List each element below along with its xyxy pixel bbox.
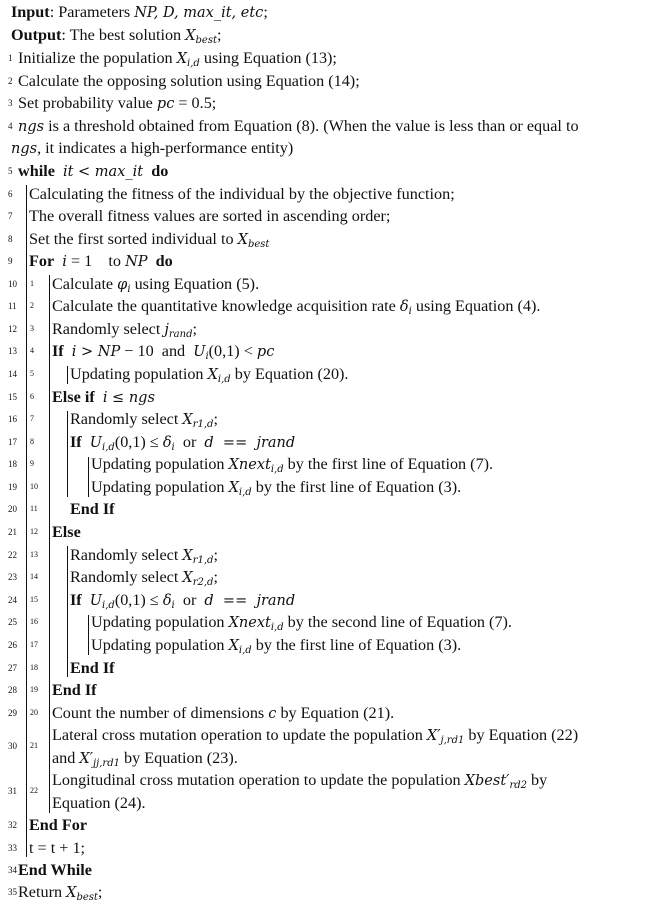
- line-number: 9: [8, 256, 13, 266]
- text-fragment: X′: [426, 728, 441, 744]
- algo-line-10: [52, 273, 259, 295]
- keyword: do: [155, 252, 173, 270]
- sub-line-number: 7: [30, 414, 34, 423]
- algo-line-13: [52, 340, 274, 362]
- keyword: If: [52, 342, 64, 360]
- line-number: 14: [8, 369, 17, 379]
- text-fragment: by the first line of Equation (3).: [251, 478, 462, 496]
- text-fragment: δ: [399, 299, 409, 315]
- input-line: [11, 1, 268, 23]
- math-subscript: i: [408, 306, 412, 317]
- algo-line-5: [18, 160, 168, 182]
- text-fragment: by the first line of Equation (3).: [251, 636, 462, 654]
- line-number: 27: [8, 663, 17, 673]
- text-fragment: (0,1) ≤: [114, 433, 163, 451]
- math-subscript: j,rd1: [440, 735, 465, 746]
- algo-line-22: [70, 544, 218, 566]
- line-number: 18: [8, 459, 17, 469]
- math-subscript: rand: [168, 329, 193, 340]
- text-fragment: X: [66, 885, 77, 901]
- input-label: Input: [11, 3, 50, 21]
- math-expression: [182, 548, 213, 564]
- text-fragment: and: [52, 749, 80, 767]
- text-fragment: , it indicates a high-performance entity): [37, 139, 294, 157]
- else-if-block-bar: [67, 411, 68, 497]
- math-expression: pc: [156, 96, 175, 112]
- output-line: [11, 24, 222, 46]
- input-math: NP, D, max_it, etc: [134, 5, 264, 21]
- inner-if-block-bar: [88, 457, 89, 497]
- math-expression: [79, 751, 120, 767]
- algo-line-17: [70, 431, 295, 453]
- math-subscript: i,d: [238, 487, 252, 498]
- math-expression: [163, 593, 175, 609]
- text-fragment: X: [182, 548, 193, 564]
- math-expression: pc: [256, 344, 275, 360]
- text-fragment: by the first line of Equation (7).: [283, 455, 494, 473]
- text-fragment: Randomly select: [52, 320, 165, 338]
- text-fragment: Updating population: [91, 636, 229, 654]
- text-fragment: (0,1) <: [208, 342, 257, 360]
- algo-line-26: [91, 634, 461, 656]
- math-expression: [229, 615, 284, 631]
- math-expression: [163, 435, 175, 451]
- algo-line-30-cont: [52, 747, 238, 769]
- math-expression: c: [268, 706, 277, 722]
- sub-line-number: 2: [30, 301, 34, 310]
- text-fragment: Lateral cross mutation operation to update the population: [52, 726, 427, 744]
- line-number: 30: [8, 741, 17, 751]
- algo-line-35: [18, 881, 102, 903]
- sub-line-number: 8: [30, 437, 34, 446]
- text-fragment: ;: [97, 883, 103, 901]
- sub-line-number: 18: [30, 663, 38, 672]
- math-subscript: i: [127, 284, 131, 295]
- text-fragment: X: [228, 480, 239, 496]
- line-number: 29: [8, 708, 17, 718]
- text-fragment: by Equation (23).: [119, 749, 238, 767]
- text-fragment: U: [89, 435, 103, 451]
- else-block-bar: [67, 546, 68, 677]
- text-fragment: δ: [162, 593, 172, 609]
- keyword: while: [18, 162, 55, 180]
- text-fragment: Randomly select: [70, 410, 183, 428]
- math-subscript: jj,rd1: [93, 758, 120, 769]
- math-expression: [193, 344, 208, 360]
- math-expression: [66, 885, 98, 901]
- keyword: do: [151, 162, 169, 180]
- sub-line-number: 6: [30, 392, 34, 401]
- text-fragment: Updating population: [91, 478, 229, 496]
- text-fragment: ;: [213, 568, 218, 586]
- text-fragment: by the second line of Equation (7).: [283, 613, 512, 631]
- output-end: ;: [217, 26, 222, 44]
- algo-line-14: [70, 363, 348, 385]
- math-subscript: i: [171, 442, 175, 453]
- math-expression: jrand: [256, 593, 296, 609]
- text-fragment: by Equation (20).: [230, 365, 349, 383]
- algo-line-9: [29, 250, 173, 272]
- text-fragment: = 0.5;: [174, 94, 217, 112]
- math-expression: [90, 435, 115, 451]
- math-subscript: r2,d: [192, 577, 214, 588]
- algo-line-16: [70, 408, 218, 430]
- line-number: 22: [8, 550, 17, 560]
- text-fragment: Set the first sorted individual to: [29, 230, 238, 248]
- line-number: 12: [8, 324, 17, 334]
- algo-line-31-cont: Equation (24).: [52, 794, 146, 812]
- text-fragment: Updating population: [91, 455, 229, 473]
- math-expression: [465, 773, 527, 789]
- math-expression: [427, 728, 464, 744]
- algo-line-4-cont: [11, 137, 293, 159]
- math-expression: [182, 570, 213, 586]
- line-number: 32: [8, 820, 17, 830]
- line-number: 35: [8, 887, 17, 897]
- sub-line-number: 12: [30, 527, 38, 536]
- sub-line-number: 11: [30, 504, 38, 513]
- math-subscript: i,d: [217, 374, 231, 385]
- math-expression: [208, 367, 231, 383]
- text-fragment: Calculate: [52, 275, 118, 293]
- text-fragment: Xnext: [228, 615, 271, 631]
- line-number: 7: [8, 211, 13, 221]
- math-expression: i > NP: [71, 344, 121, 360]
- algo-line-34: End While: [18, 861, 92, 879]
- algo-line-29: [52, 702, 394, 724]
- text-fragment: U: [89, 593, 103, 609]
- line-number: 31: [8, 786, 17, 796]
- text-fragment: φ: [117, 277, 128, 293]
- text-fragment: using Equation (4).: [411, 297, 541, 315]
- algo-line-24: [70, 589, 295, 611]
- math-subscript: i,d: [102, 600, 115, 611]
- text-fragment: Xbest′: [464, 773, 510, 789]
- sub-line-number: 10: [30, 482, 38, 491]
- line-number: 8: [8, 234, 13, 244]
- math-expression: i ≤ ngs: [102, 390, 155, 406]
- text-fragment: ;: [213, 546, 218, 564]
- line-number: 16: [8, 414, 17, 424]
- text-fragment: X′: [79, 751, 94, 767]
- sub-line-number: 15: [30, 595, 38, 604]
- line-number: 24: [8, 595, 17, 605]
- algo-line-28: End If: [52, 681, 97, 699]
- text-fragment: X: [207, 367, 218, 383]
- sub-line-number: 13: [30, 550, 38, 559]
- algo-line-3: [18, 92, 216, 114]
- text-fragment: − 10 and: [120, 342, 194, 360]
- math-expression: jrand: [256, 435, 296, 451]
- math-expression: ngs: [11, 141, 38, 157]
- algo-line-30: [52, 724, 578, 746]
- math-expression: [229, 457, 284, 473]
- math-subscript: i,d: [187, 58, 200, 69]
- text-fragment: Xnext: [228, 457, 271, 473]
- algo-line-7: The overall fitness values are sorted in ascending order;: [29, 207, 391, 225]
- line-number: 6: [8, 189, 13, 199]
- algo-line-23: [70, 566, 218, 588]
- math-expression: i: [62, 254, 67, 270]
- text-fragment: by Equation (22): [464, 726, 579, 744]
- algo-line-32: End For: [29, 816, 88, 834]
- line-number: 17: [8, 437, 17, 447]
- line-number: 25: [8, 617, 17, 627]
- algo-line-15: [52, 386, 155, 408]
- line-number: 26: [8, 640, 17, 650]
- text-fragment: ;: [192, 320, 197, 338]
- text-fragment: Return: [18, 883, 67, 901]
- text-fragment: X: [182, 570, 193, 586]
- line-number: 23: [8, 572, 17, 582]
- text-fragment: = 1 to: [66, 252, 126, 270]
- line-number: 20: [8, 504, 17, 514]
- algo-line-1: [18, 47, 337, 69]
- sub-line-number: 14: [30, 572, 38, 581]
- algo-line-27: End If: [70, 659, 115, 677]
- sub-line-number: 5: [30, 369, 34, 378]
- text-fragment: j: [164, 322, 169, 338]
- text-fragment: or: [174, 591, 205, 609]
- sub-line-number: 16: [30, 617, 38, 626]
- text-fragment: (0,1) ≤: [114, 591, 163, 609]
- algo-line-8: [29, 228, 269, 250]
- algo-line-21: Else: [52, 523, 81, 541]
- sub-line-number: 1: [30, 279, 34, 288]
- math-expression: [182, 412, 213, 428]
- math-subscript: r1,d: [192, 419, 214, 430]
- math-expression: d: [204, 593, 214, 609]
- math-subscript: i,d: [270, 622, 284, 633]
- line-number: 34: [8, 865, 17, 875]
- text-fragment: X: [182, 412, 193, 428]
- text-fragment: X: [237, 232, 248, 248]
- text-fragment: Set probability value: [18, 94, 157, 112]
- algo-line-2: Calculate the opposing solution using Equation (14);: [18, 72, 360, 90]
- math-expression: ngs: [18, 119, 45, 135]
- if-block-bar: [67, 366, 68, 384]
- text-fragment: or: [174, 433, 205, 451]
- math-expression: [164, 322, 192, 338]
- math-expression: ==: [213, 435, 257, 451]
- line-number: 1: [8, 53, 13, 63]
- math-expression: [90, 593, 115, 609]
- input-end: ;: [263, 3, 268, 21]
- text-fragment: Updating population: [70, 365, 208, 383]
- sub-line-number: 21: [30, 741, 38, 750]
- output-math: [185, 28, 217, 44]
- text-fragment: Randomly select: [70, 568, 183, 586]
- sub-line-number: 17: [30, 640, 38, 649]
- line-number: 3: [8, 98, 13, 108]
- text-fragment: X: [176, 51, 188, 67]
- algo-line-31: [52, 769, 547, 791]
- input-text: : Parameters: [49, 3, 135, 21]
- math-expression: [400, 299, 412, 315]
- sub-line-number: 22: [30, 786, 38, 795]
- sub-line-number: 19: [30, 685, 38, 694]
- output-text: : The best solution: [61, 26, 186, 44]
- math-subscript: i,d: [102, 442, 115, 453]
- sub-line-number: 3: [30, 324, 34, 333]
- text-fragment: Count the number of dimensions: [52, 704, 269, 722]
- math-expression: ==: [213, 593, 257, 609]
- math-subscript: i: [171, 600, 175, 611]
- text-fragment: X: [228, 638, 239, 654]
- line-number: 15: [8, 392, 17, 402]
- text-fragment: using Equation (5).: [130, 275, 260, 293]
- math-subscript: rd2: [509, 780, 527, 791]
- algo-line-4: [18, 115, 579, 137]
- algo-line-12: [52, 318, 197, 340]
- math-expression: [238, 232, 270, 248]
- text-fragment: Longitudinal cross mutation operation to update the population: [52, 771, 465, 789]
- line-number: 28: [8, 685, 17, 695]
- algo-line-18: [91, 453, 493, 475]
- text-fragment: ;: [213, 410, 218, 428]
- text-fragment: by Equation (21).: [276, 704, 395, 722]
- math-expression: it < max_it: [62, 164, 144, 180]
- math-subscript: r1,d: [192, 555, 214, 566]
- text-fragment: Calculate the quantitative knowledge acquisition rate: [52, 297, 400, 315]
- algo-line-19: [91, 476, 461, 498]
- algo-line-25: [91, 611, 512, 633]
- algo-line-6: Calculating the fitness of the individual by the objective function;: [29, 185, 455, 203]
- math-expression: [177, 51, 200, 67]
- line-number: 33: [8, 843, 17, 853]
- text-fragment: Updating population: [91, 613, 229, 631]
- math-subscript: i,d: [238, 645, 252, 656]
- algo-line-20: End If: [70, 500, 115, 518]
- math-subscript: i: [205, 351, 209, 362]
- algo-line-33: t = t + 1;: [29, 839, 86, 857]
- text-fragment: is a threshold obtained from Equation (8). (When the value is less than or equal to: [44, 117, 579, 135]
- math-subscript: best: [247, 239, 270, 250]
- keyword: For: [29, 252, 55, 270]
- math-subscript: best: [76, 892, 98, 903]
- algo-line-11: [52, 295, 540, 317]
- keyword: If: [70, 433, 82, 451]
- keyword: If: [70, 591, 82, 609]
- while-block-bar: [26, 185, 27, 857]
- math-expression: [229, 480, 252, 496]
- text-fragment: δ: [162, 435, 172, 451]
- output-label: Output: [11, 26, 62, 44]
- sub-line-number: 20: [30, 708, 38, 717]
- sub-line-number: 9: [30, 459, 34, 468]
- for-block-bar: [49, 275, 50, 813]
- math-subscript: i,d: [270, 464, 284, 475]
- text-fragment: by: [527, 771, 548, 789]
- sub-line-number: 4: [30, 346, 34, 355]
- line-number: 21: [8, 527, 17, 537]
- line-number: 19: [8, 482, 17, 492]
- math-expression: [117, 277, 130, 293]
- line-number: 4: [8, 121, 13, 131]
- text-fragment: X: [185, 28, 196, 44]
- text-fragment: Randomly select: [70, 546, 183, 564]
- line-number: 5: [8, 166, 13, 176]
- line-number: 2: [8, 76, 13, 86]
- math-subscript: best: [195, 35, 218, 46]
- line-number: 13: [8, 346, 17, 356]
- line-number: 10: [8, 279, 17, 289]
- math-expression: NP: [125, 254, 148, 270]
- text-fragment: Initialize the population: [18, 49, 177, 67]
- math-expression: [229, 638, 252, 654]
- text-fragment: U: [193, 344, 206, 360]
- text-fragment: using Equation (13);: [199, 49, 337, 67]
- inner-if-block-bar-2: [88, 615, 89, 655]
- math-expression: d: [204, 435, 214, 451]
- line-number: 11: [8, 301, 17, 311]
- keyword: Else if: [52, 388, 95, 406]
